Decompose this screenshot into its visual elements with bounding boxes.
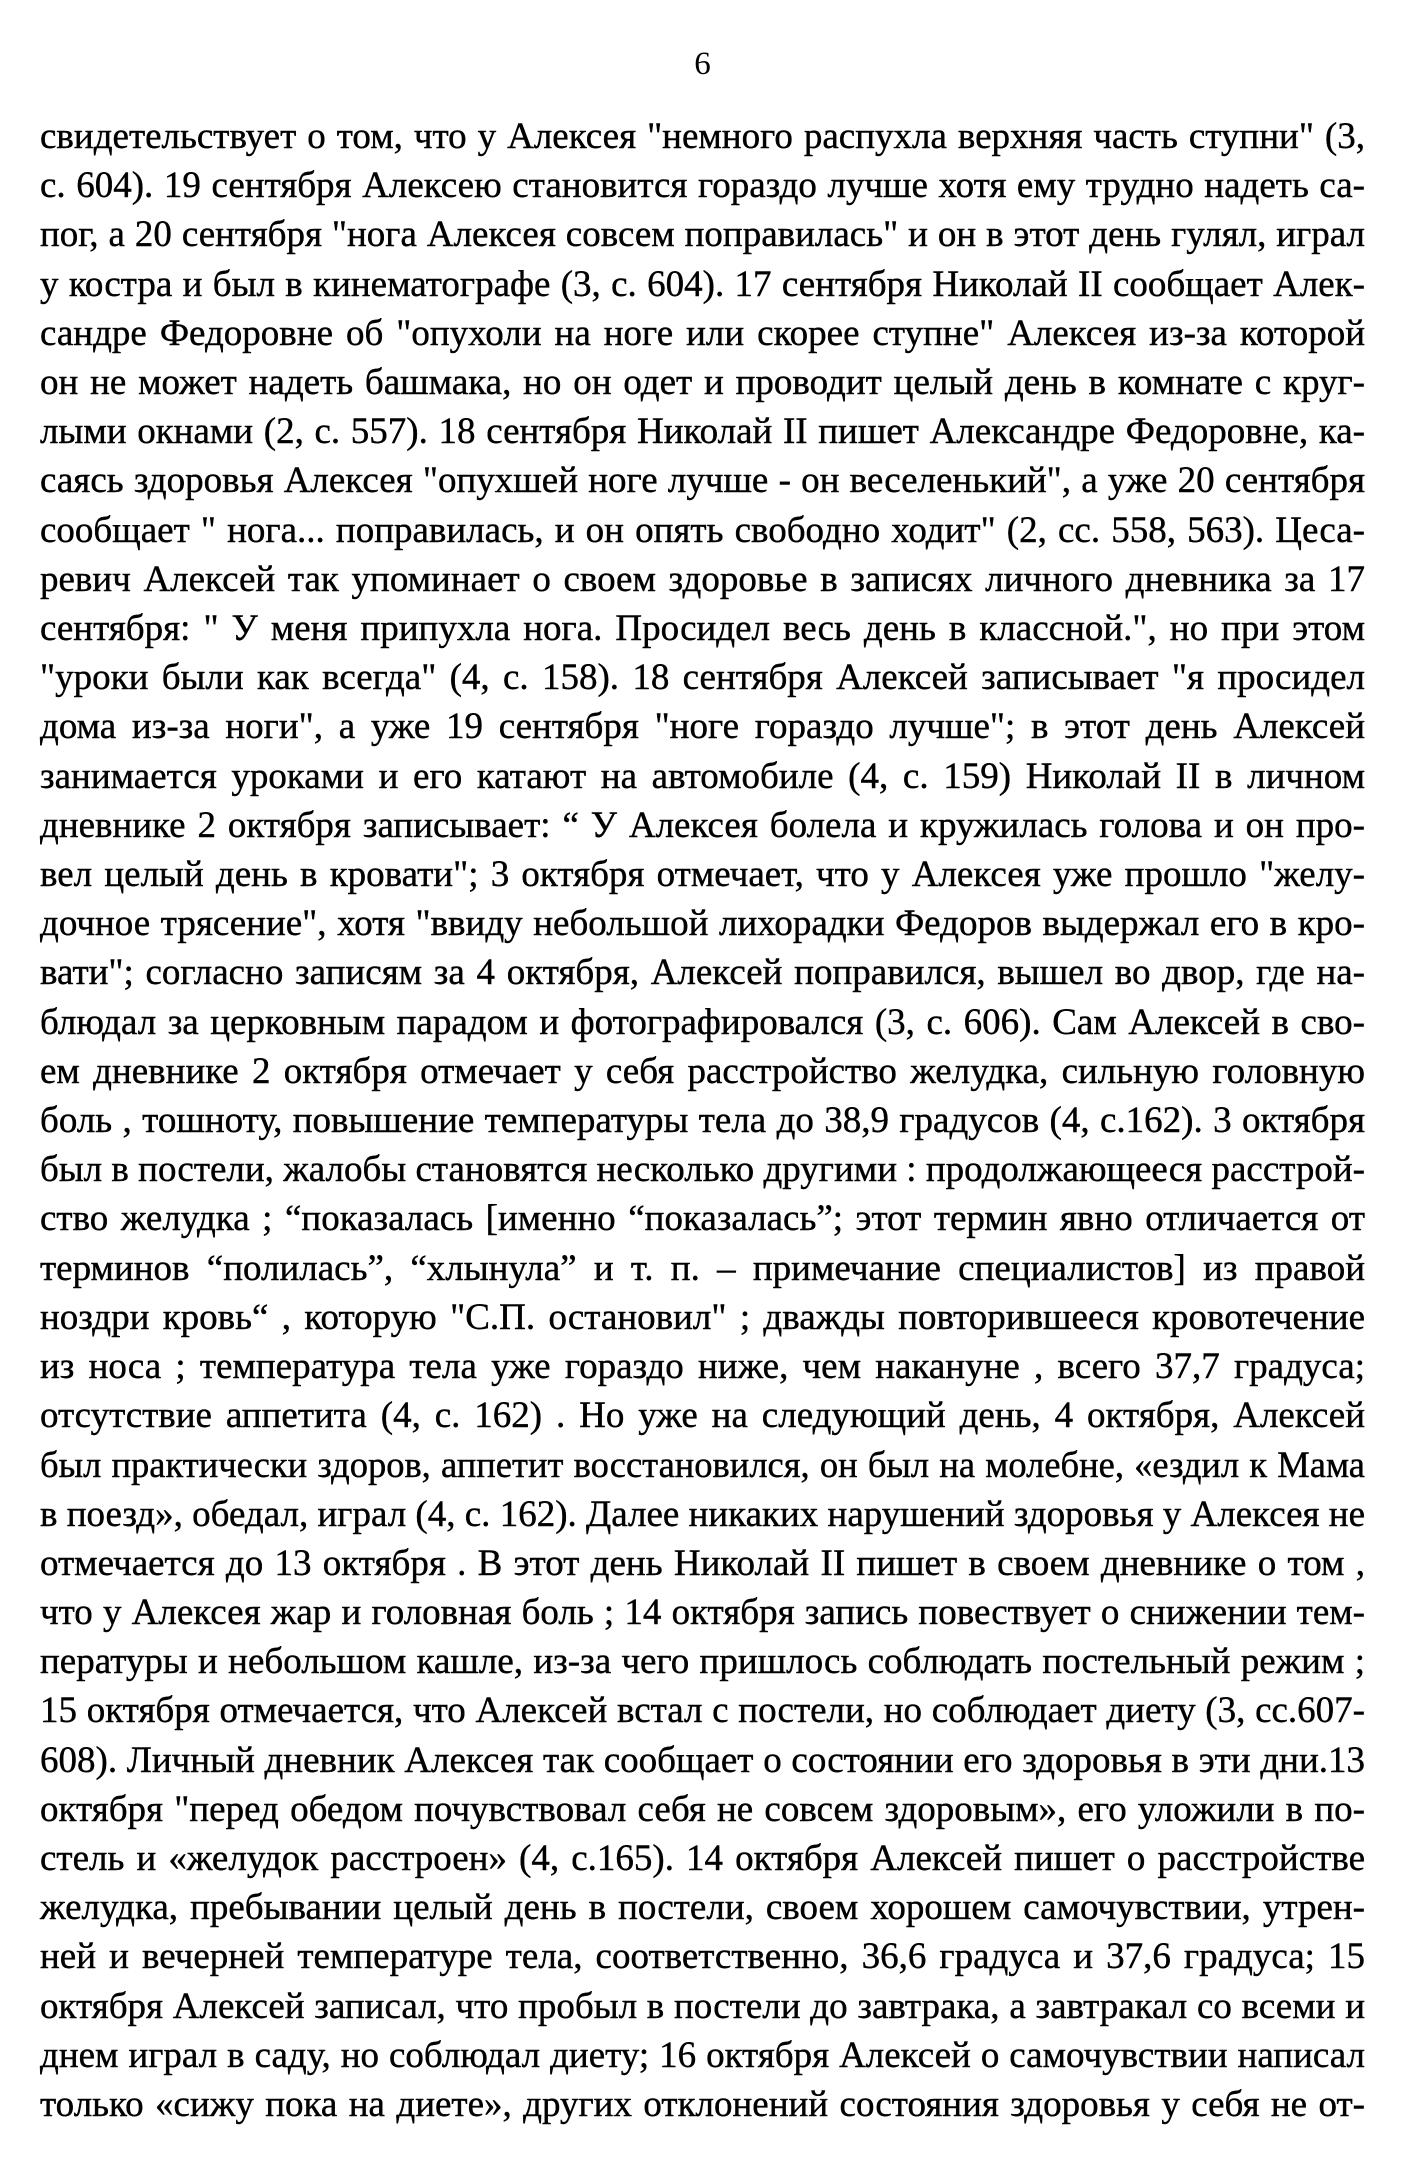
- text-line: в поезд», обедал, играл (4, с. 162). Далее никаких нарушений здоровья у Алексея не: [40, 1493, 1365, 1535]
- text-line: только «сижу пока на диете», других отклонений состояния здоровья у себя не от-: [40, 2084, 1365, 2125]
- text-line: лыми окнами (2, с. 557). 18 сентября Николай II пишет Александре Федоровне, ка-: [40, 411, 1365, 453]
- text-line: занимается уроками и его катают на автомобиле (4, с. 159) Николай II в личном: [40, 755, 1365, 797]
- text-line: вати"; согласно записям за 4 октября, Алексей поправился, вышел во двор, где на-: [40, 952, 1365, 994]
- text-line: сандре Федоровне об "опухоли на ноге или скорее ступне" Алексея из-за которой: [40, 312, 1365, 354]
- text-line: у костра и был в кинематографе (3, с. 604). 17 сентября Николай II сообщает Алек-: [40, 263, 1365, 305]
- text-line: саясь здоровья Алексея "опухшей ноге лучше - он веселенький", а уже 20 сентября: [40, 460, 1365, 502]
- text-line: пог, а 20 сентября "нога Алексея совсем поправилась" и он в этот день гулял, играл: [40, 214, 1365, 256]
- text-line: 608). Личный дневник Алексея так сообщает о состоянии его здоровья в эти дни.13: [40, 1739, 1365, 1781]
- text-line: он не может надеть башмака, но он одет и проводит целый день в комнате с круг-: [40, 362, 1365, 403]
- text-line: был в постели, жалобы становятся несколько другими : продолжающееся расстрой-: [40, 1149, 1365, 1191]
- text-line: блюдал за церковным парадом и фотографировался (3, с. 606). Сам Алексей в сво-: [40, 1001, 1365, 1043]
- text-line: терминов “полилась”, “хлынула” и т. п. – примечание специалистов] из правой: [40, 1247, 1365, 1289]
- text-line: ноздри кровь“ , которую "С.П. остановил" ; дважды повторившееся кровотечение: [40, 1296, 1365, 1338]
- text-line: ство желудка ; “показалась [именно “показалась”; этот термин явно отличается от: [40, 1198, 1365, 1240]
- text-line: отсутствие аппетита (4, с. 162) . Но уже на следующий день, 4 октября, Алексей: [40, 1395, 1365, 1437]
- text-line: 15 октября отмечается, что Алексей встал с постели, но соблюдает диету (3, сс.607-: [40, 1690, 1365, 1732]
- text-line: что у Алексея жар и головная боль ; 14 октября запись повествует о снижении тем-: [40, 1592, 1365, 1633]
- text-line: октября Алексей записал, что пробыл в постели до завтрака, а завтракал со всеми и: [40, 1985, 1365, 2027]
- text-line: стель и «желудок расстроен» (4, с.165). 14 октября Алексей пишет о расстройстве: [40, 1838, 1365, 1879]
- text-line: сообщает " нога... поправилась, и он опять свободно ходит" (2, сс. 558, 563). Цеса-: [40, 509, 1365, 551]
- text-line: сентября: " У меня припухла нога. Просидел весь день в классной.", но при этом: [40, 608, 1365, 649]
- text-line: боль , тошноту, повышение температуры тела до 38,9 градусов (4, с.162). 3 октября: [40, 1100, 1365, 1141]
- text-line: из носа ; температура тела уже гораздо ниже, чем накануне , всего 37,7 градуса;: [40, 1346, 1365, 1387]
- page-number: 6: [694, 46, 711, 82]
- text-line: "уроки были как всегда" (4, с. 158). 18 сентября Алексей записывает "я просидел: [40, 657, 1365, 699]
- text-line: отмечается до 13 октября . В этот день Николай II пишет в своем дневнике о том ,: [40, 1542, 1365, 1584]
- text-line: желудка, пребывании целый день в постели, своем хорошем самочувствии, утрен-: [40, 1887, 1365, 1929]
- text-line: пературы и небольшом кашле, из-за чего пришлось соблюдать постельный режим ;: [40, 1641, 1365, 1683]
- text-line: дочное трясение", хотя "ввиду небольшой лихорадки Федоров выдержал его в кро-: [40, 903, 1365, 945]
- text-line: ревич Алексей так упоминает о своем здоровье в записях личного дневника за 17: [40, 558, 1365, 600]
- text-line: ем дневнике 2 октября отмечает у себя расстройство желудка, сильную головную: [40, 1050, 1365, 1092]
- text-line: ней и вечерней температуре тела, соответственно, 36,6 градуса и 37,6 градуса; 15: [40, 1936, 1365, 1978]
- text-line: дома из-за ноги", а уже 19 сентября "ноге гораздо лучше"; в этот день Алексей: [40, 706, 1365, 748]
- text-line: с. 604). 19 сентября Алексею становится гораздо лучше хотя ему трудно надеть са-: [40, 165, 1365, 207]
- text-line: октября "перед обедом почувствовал себя не совсем здоровым», его уложили в по-: [40, 1788, 1365, 1830]
- text-line: свидетельствует о том, что у Алексея "немного распухла верхняя часть ступни" (3,: [40, 116, 1365, 157]
- text-line: был практически здоров, аппетит восстановился, он был на молебне, «ездил к Мама: [40, 1444, 1365, 1486]
- text-line: днем играл в саду, но соблюдал диету; 16 октября Алексей о самочувствии написал: [40, 2034, 1365, 2076]
- text-line: дневнике 2 октября записывает: “ У Алексея болела и кружилась голова и он про-: [40, 804, 1365, 846]
- text-line: вел целый день в кровати"; 3 октября отмечает, что у Алексея уже прошло "желу-: [40, 854, 1365, 895]
